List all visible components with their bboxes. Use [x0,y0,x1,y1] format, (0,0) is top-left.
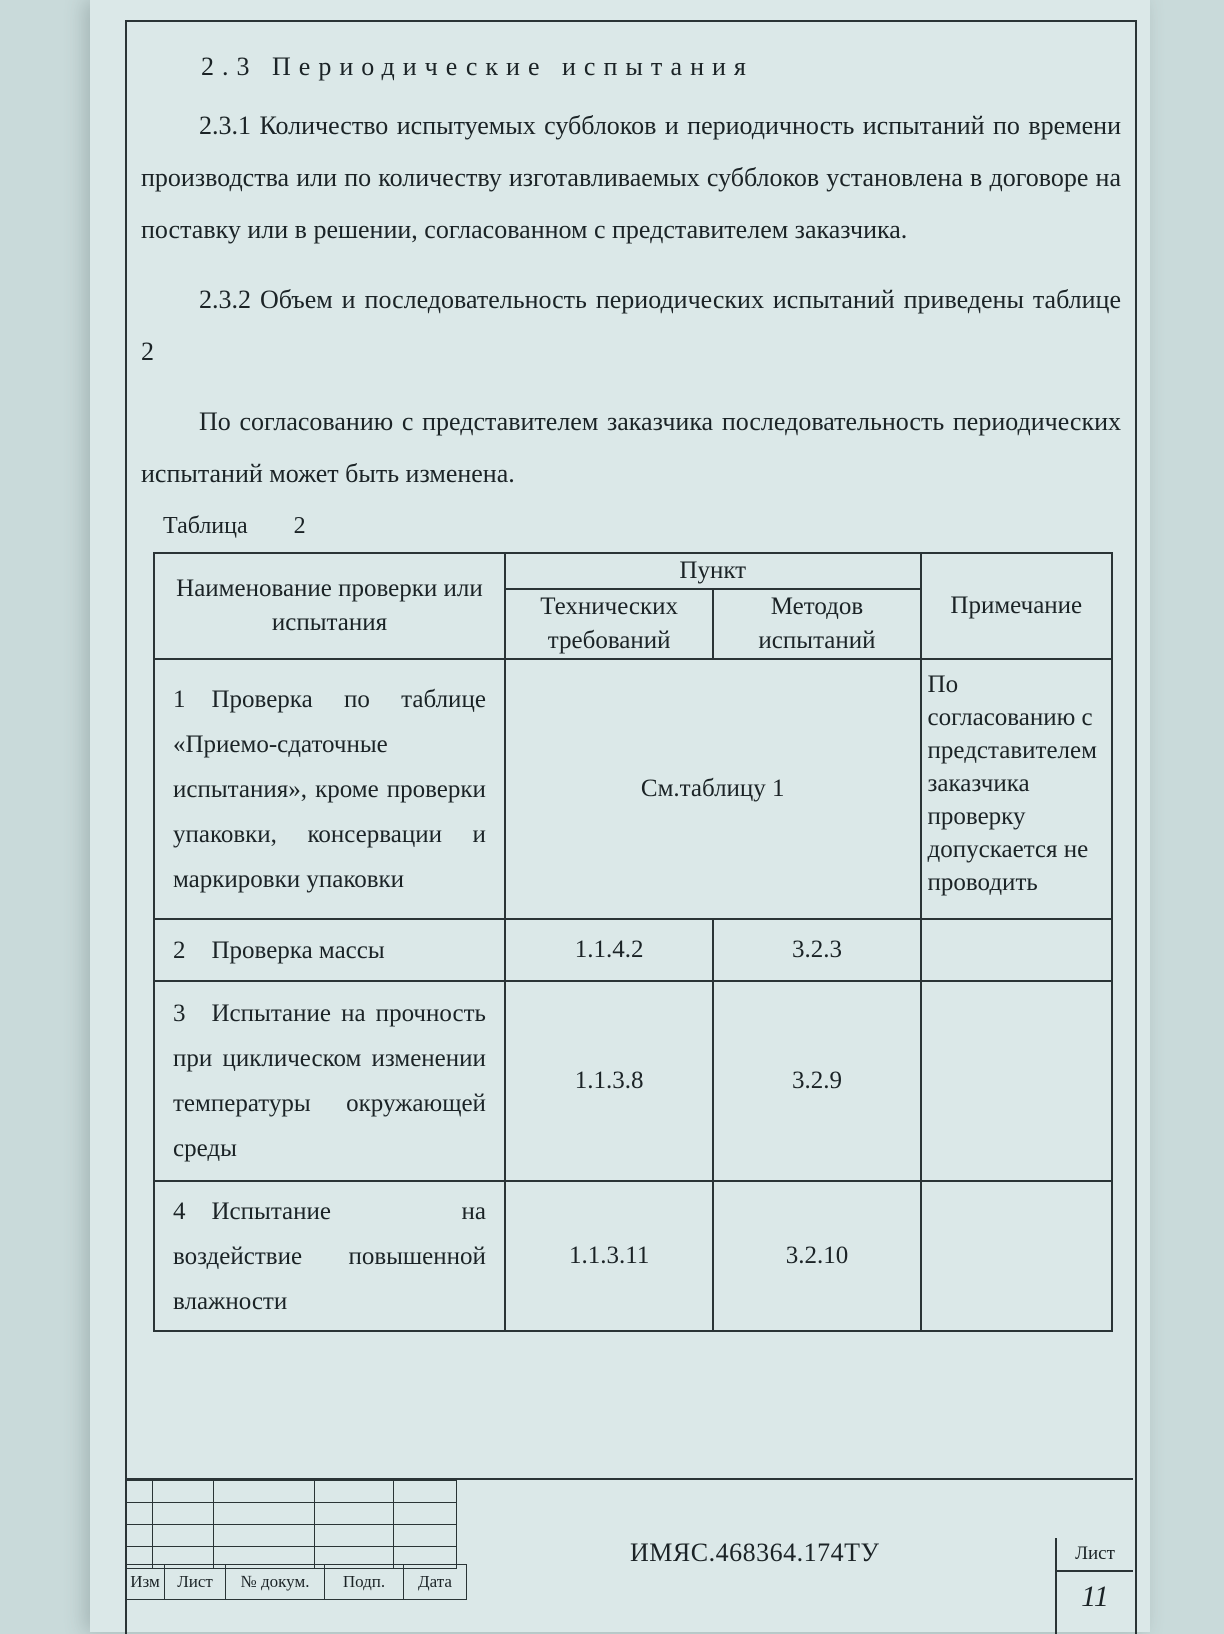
row-number: 2 [173,936,186,964]
header-name: Наименование проверки или испытания [154,553,505,659]
paragraph-2-3-2: 2.3.2 Объем и последовательность периодических испытаний приведены таблице 2 [141,285,1121,366]
row-name-cell [154,1181,505,1331]
row-number: 1 [173,685,186,713]
row-tech: 1.1.3.8 [505,981,714,1181]
row-number: 4 [173,1197,186,1225]
header-clause: Пункт [505,553,921,589]
table-row [154,1181,1112,1331]
table-caption [141,506,1121,546]
label-date: Дата [404,1565,467,1600]
title-block [125,1478,1133,1634]
label-doc-number: № докум. [226,1565,325,1600]
table-row [154,981,1112,1181]
sheet-box [1055,1538,1133,1634]
row-merged-cell: См.таблицу 1 [505,659,921,919]
page-content [127,22,1135,1332]
header-methods: Методов испытаний [713,589,920,659]
row-name: Проверка по таблице «Приемо-сдаточные испытания», кроме проверки упаковки, консервации и маркировки упаковки [173,685,486,893]
row-methods: 3.2.3 [713,919,920,981]
table-row [154,919,1112,981]
row-note [921,981,1112,1181]
table-header-row [154,553,1112,589]
row-name: Испытание на воздействие повышенной влажности [173,1197,486,1315]
row-note: По согласованию с представителем заказчика проверку допускается не проводить [921,659,1112,919]
row-name-cell [154,659,505,919]
label-signature: Подп. [325,1565,404,1600]
row-tech: 1.1.4.2 [505,919,714,981]
document-page [90,0,1150,1632]
document-number: ИМЯС.468364.174ТУ [630,1538,880,1567]
paragraph-sequence-change: По согласованию с представителем заказчика последовательность периодических испытаний может быть изменена. [141,407,1121,488]
row-name: Проверка массы [211,936,385,964]
page-frame [125,20,1137,1634]
table-caption-label: Таблица [163,513,248,539]
section-heading: 2.3 Периодические испытания [201,52,754,81]
row-note [921,1181,1112,1331]
label-change: Изм [126,1565,165,1600]
row-note [921,919,1112,981]
sheet-label: Лист [1057,1538,1133,1572]
title-block-grid [125,1480,457,1569]
row-name-cell [154,981,505,1181]
row-methods: 3.2.10 [713,1181,920,1331]
table-row [154,659,1112,919]
header-tech: Технических требований [505,589,714,659]
header-note: Примечание [921,553,1112,659]
title-block-labels [125,1564,467,1600]
paragraph-2-3-1: 2.3.1 Количество испытуемых субблоков и периодичность испытаний по времени производства или по количеству изготавливаемых субблоков установлена в договоре на поставку или в решении, согласованном с представителем заказчика. [141,111,1121,244]
label-sheet: Лист [165,1565,226,1600]
row-number: 3 [173,1000,186,1027]
sheet-number: 11 [1081,1580,1109,1613]
row-name: Испытание на прочность при циклическом изменении температуры окружающей среды [173,1000,486,1162]
row-methods: 3.2.9 [713,981,920,1181]
row-tech: 1.1.3.11 [505,1181,714,1331]
tests-table [153,552,1113,1332]
row-name-cell [154,919,505,981]
table-caption-number: 2 [293,513,306,539]
